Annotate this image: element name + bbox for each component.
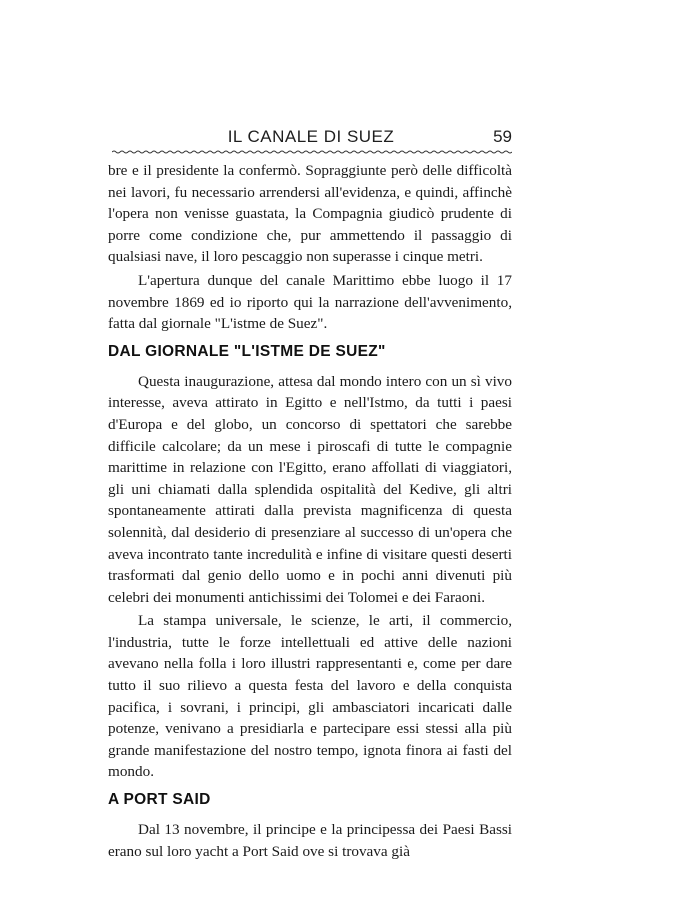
running-header [110,127,512,149]
decorative-wavy-rule [112,150,512,154]
body-text [108,160,512,862]
page-number: 59 [493,127,512,146]
paragraph: La stampa universale, le scienze, le arti, il commercio, l'industria, tutte le forze intellettuali ed attive delle nazioni avevano nella folla i loro illustri rappresentanti e, come per dare tutto il suo rilievo a questa festa del lavoro e della conquista pacifica, i sovrani, i principi, gli ambasciatori incaricati dalle potenze, venivano a presidiarla e partecipare essi stessi alla più grande manifestazione del nostro tempo, ignota finora ai fasti del mondo. [108,612,512,781]
paragraph: bre e il presidente la confermò. Sopraggiunte però delle difficoltà nei lavori, fu necessario arrendersi all'evidenza, e quindi, affinchè l'opera non venisse guastata, la Compagnia giudicò prudente di porre come condizione che, pur ammettendo il passaggio di qualsiasi nave, il loro pescaggio non superasse i cinque metri. [108,162,512,266]
paragraph: Questa inaugurazione, attesa dal mondo intero con un sì vivo interesse, aveva attirato in Egitto e nell'Istmo, da tutti i paesi d'Europa e del globo, un concorso di spettatori che sarebbe difficile calcolare; da un mese i piroscafi di tutte le compagnie marittime in relazione con l'Egitto, erano affollati di viaggiatori, gli uni chiamati dalla splendida ospitalità del Kedive, gli altri spontaneamente attirati dalla prevista magnificenza di questa solennità, dal desiderio di presenziare al successo di un'opera che aveva incontrato tante incredulità e infine di visitare questi deserti trasformati dal genio dello uomo e in pochi anni divenuti più celebri dei monumenti antichissimi dei Tolomei e dei Faraoni. [108,372,512,606]
running-title: IL CANALE DI SUEZ [227,127,395,146]
paragraph: L'apertura dunque del canale Marittimo ebbe luogo il 17 novembre 1869 ed io riporto qui la narrazione dell'avvenimento, fatta dal giornale "L'istme de Suez". [108,271,512,333]
section-heading: DAL GIORNALE "L'ISTME DE SUEZ" [108,342,386,360]
paragraph: Dal 13 novembre, il principe e la principessa dei Paesi Bassi erano sul loro yacht a Port Said ove si trovava già [108,821,512,860]
section-heading: A PORT SAID [108,791,211,809]
